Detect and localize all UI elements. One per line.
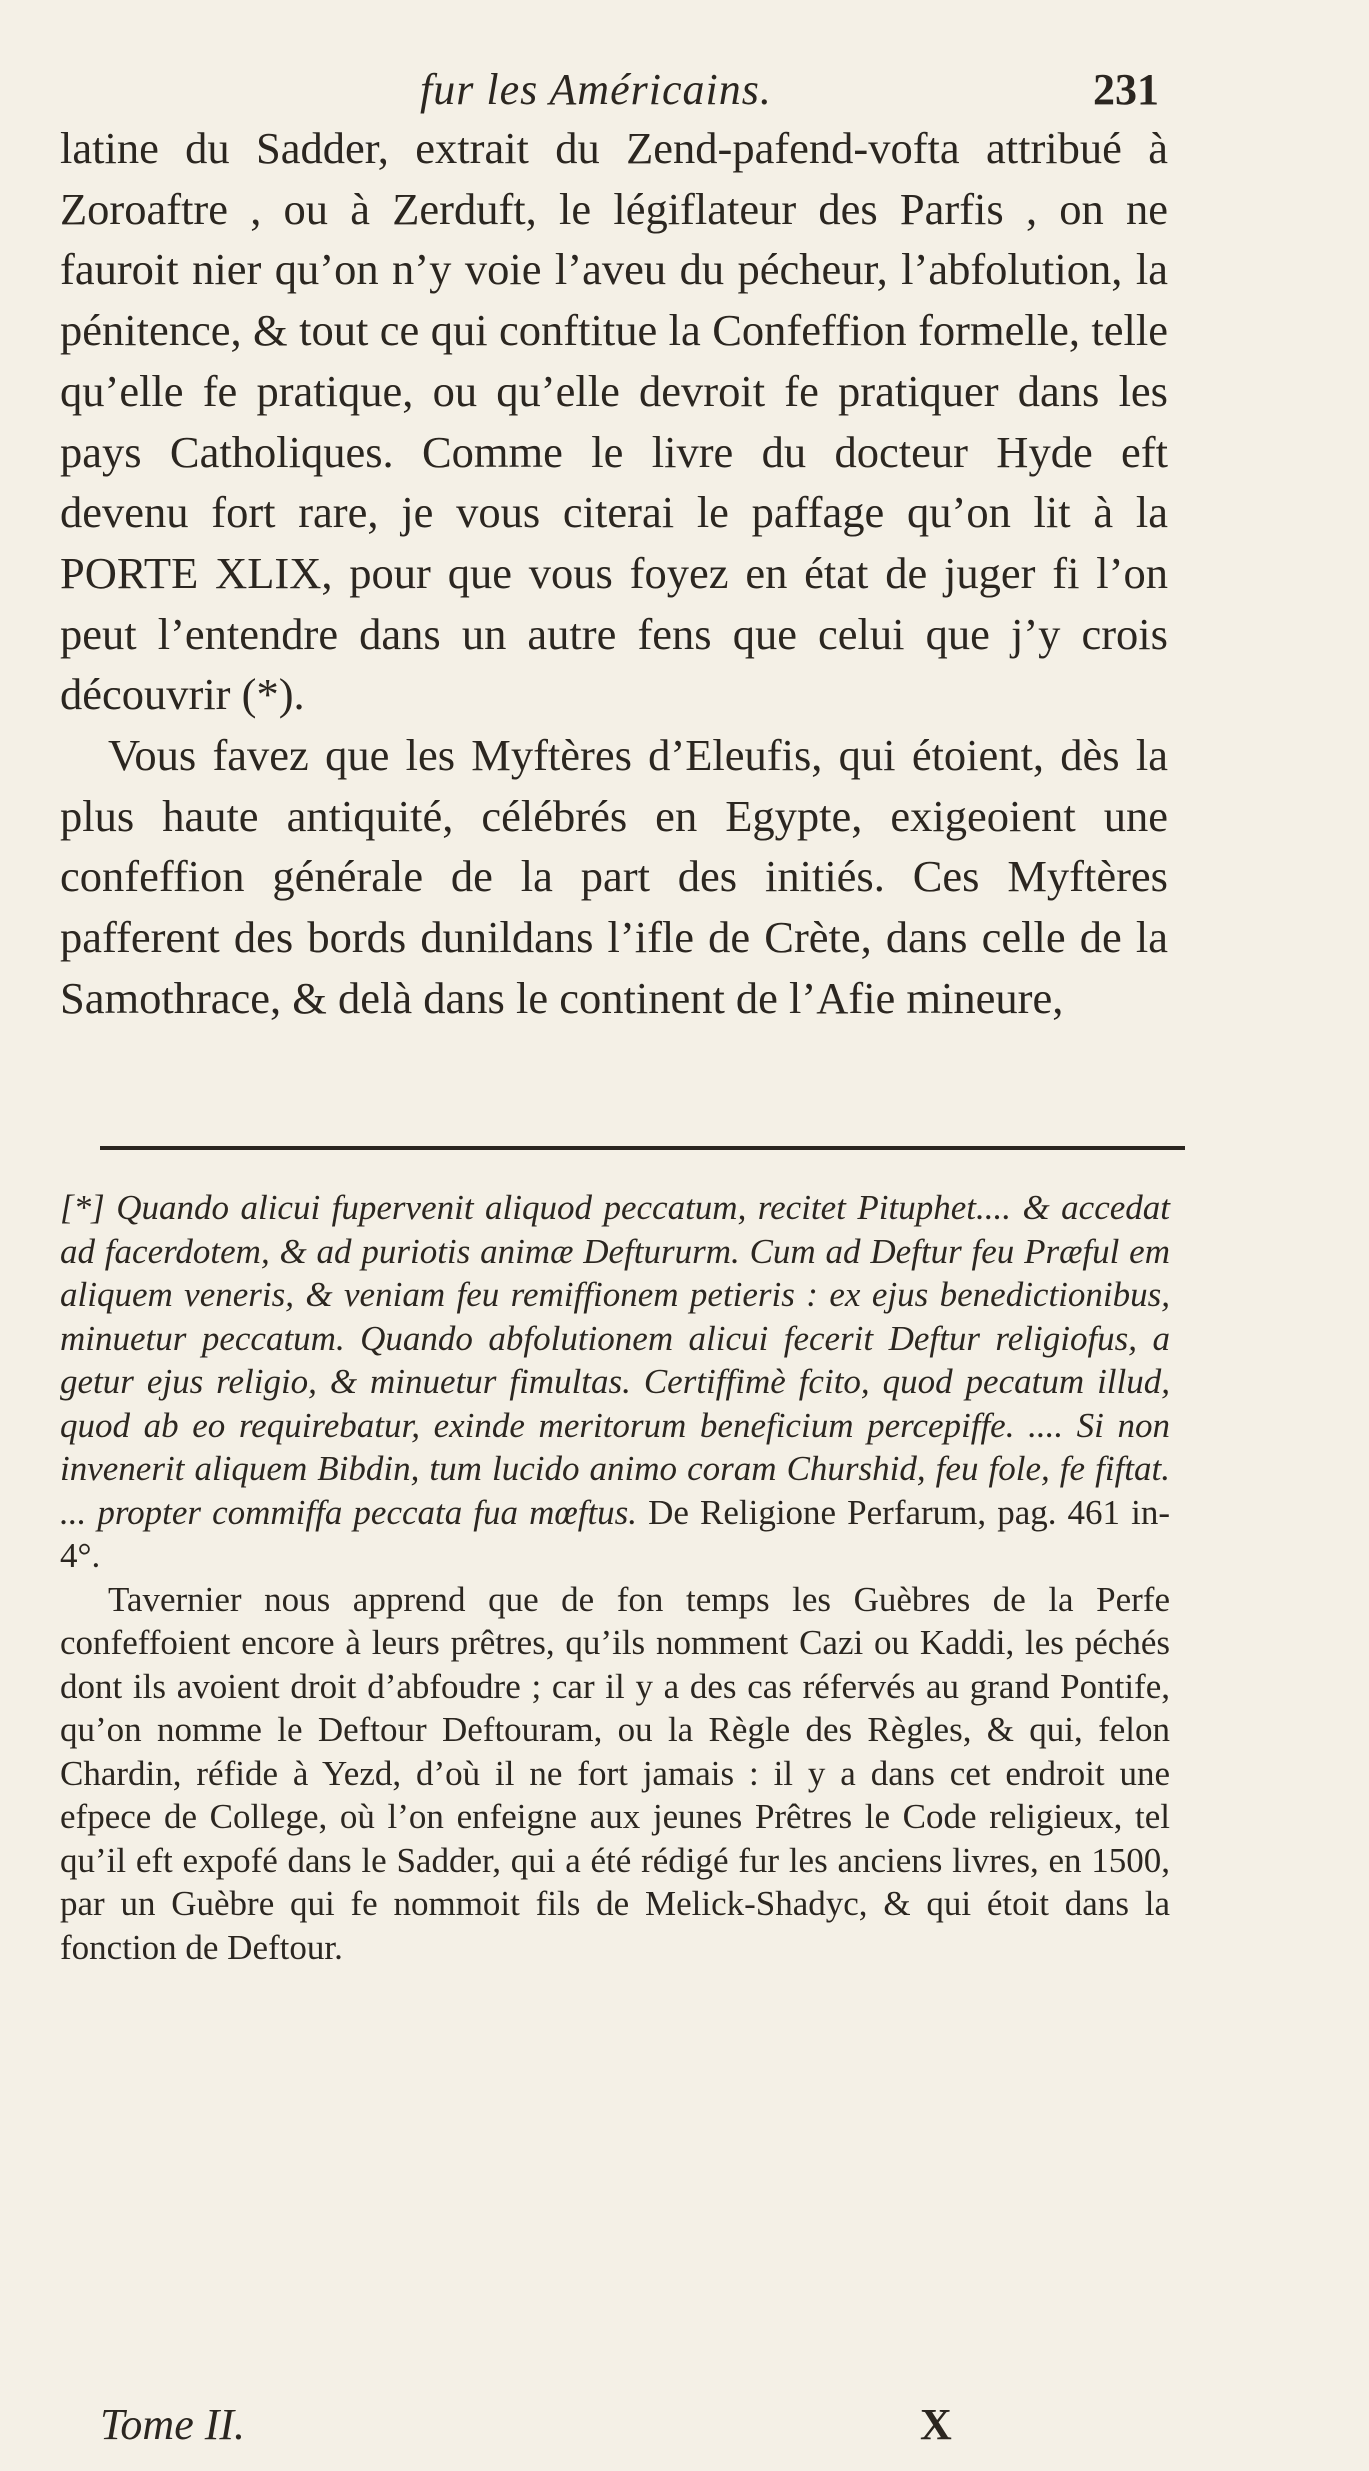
page-number: 231 xyxy=(1093,65,1159,114)
footnote-rule xyxy=(100,1146,1185,1150)
paragraph-1: latine du Sadder, extrait du Zend-pafend-vofta attribué à Zoroaftre , ou à Zerduft, le légiflateur des Parfis , on ne fauroit nier qu’on n’y voie l’aveu du pécheur, l’abfolution, la pénitence, & tout ce qui conftitue la Confeffion formelle, telle qu’elle fe pratique, ou qu’elle devroit fe pratiquer dans les pays Catholiques. Comme le livre du docteur Hyde eft devenu fort rare, je vous citerai le paffage qu’on lit à la PORTE XLIX, pour que vous foyez en état de juger fi l’on peut l’entendre dans un autre fens que celui que j’y crois découvrir (*). xyxy=(60,123,1168,720)
footnote-1-source: De Religione Perfarum, pag. 461 in-4°. xyxy=(60,1492,1171,1575)
footnotes xyxy=(60,1186,1170,1969)
main-text xyxy=(60,118,1168,1029)
paragraph-2: Vous favez que les Myftères d’Eleufis, qui étoient, dès la plus haute antiquité, célébrés en Egypte, exigeoient une confeffion générale de la part des initiés. Ces Myftères pafferent des bords dunildans l’ifle de Crète, dans celle de la Samothrace, & delà dans le continent de l’Afie mineure, xyxy=(60,730,1168,1023)
footnote-2: Tavernier nous apprend que de fon temps les Guèbres de la Perfe confeffoient encore à leurs prêtres, qu’ils nomment Cazi ou Kaddi, les péchés dont ils avoient droit d’abfoudre ; car il y a des cas réfervés au grand Pontife, qu’on nomme le Deftour Deftouram, ou la Règle des Règles, & qui, felon Chardin, réfide à Yezd, d’où il ne fort jamais : il y a dans cet endroit une efpece de College, où l’on enfeigne aux jeunes Prêtres le Code religieux, tel qu’il eft expofé dans le Sadder, qui a été rédigé fur les anciens livres, en 1500, par un Guèbre qui fe nommoit fils de Melick-Shadyc, & qui étoit dans la fonction de Deftour. xyxy=(60,1579,1170,1967)
footnote-1 xyxy=(60,1186,1170,1578)
page-footer xyxy=(60,2400,1269,2450)
volume-label: Tome II. xyxy=(100,2400,246,2449)
running-head xyxy=(60,60,1159,120)
running-title: fur les Américains. xyxy=(420,65,772,114)
signature-mark: X xyxy=(920,2400,952,2449)
footnote-1-latin: [*] Quando alicui fupervenit aliquod peccatum, recitet Pituphet.... & accedat ad facerdotem, & ad puriotis animæ Deftururm. Cum ad Deftur feu Præful em aliquem veneris, & veniam feu remiffionem petieris : ex ejus benedictionibus, minuetur peccatum. Quando abfolutionem alicui fecerit Deftur religiofus, a getur ejus religio, & minuetur fimultas. Certiffimè fcito, quod pecatum illud, quod ab eo requirebatur, exinde meritorum beneficium percepiffe. .... Si non invenerit aliquem Bibdin, tum lucido animo coram Churshid, feu fole, fe fiftat. ... propter commiffa peccata fua mœftus. xyxy=(60,1188,1170,1532)
